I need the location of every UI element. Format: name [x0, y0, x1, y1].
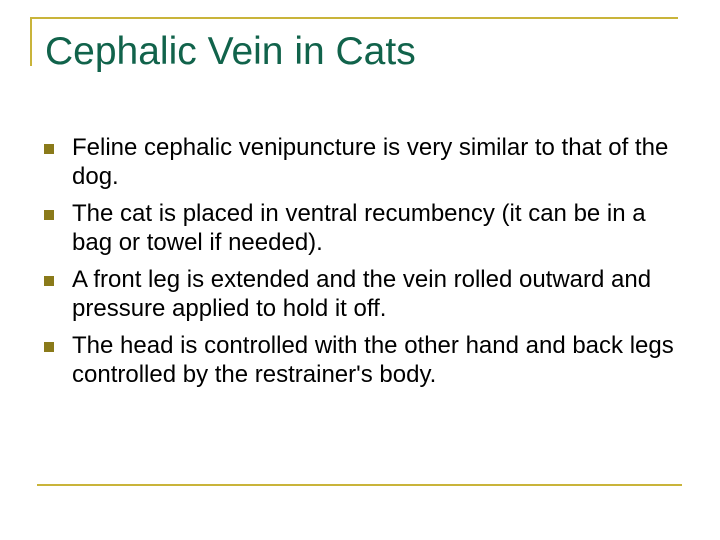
bullet-text: Feline cephalic venipuncture is very similar to that of the dog.: [72, 134, 669, 190]
frame-left-line: [30, 17, 32, 66]
bullet-list: [44, 133, 684, 397]
square-bullet-icon: [44, 144, 54, 154]
slide-title: Cephalic Vein in Cats: [45, 30, 416, 73]
frame-bottom-line: [37, 484, 682, 486]
bullet-item: [44, 199, 684, 257]
bullet-text: The head is controlled with the other hand and back legs controlled by the restrainer's body.: [72, 332, 674, 388]
bullet-text: A front leg is extended and the vein rolled outward and pressure applied to hold it off.: [72, 266, 652, 322]
bullet-text: The cat is placed in ventral recumbency (it can be in a bag or towel if needed).: [72, 200, 646, 256]
square-bullet-icon: [44, 210, 54, 220]
square-bullet-icon: [44, 342, 54, 352]
bullet-item: [44, 331, 684, 389]
bullet-item: [44, 265, 684, 323]
bullet-item: [44, 133, 684, 191]
frame-top-line: [30, 17, 678, 19]
square-bullet-icon: [44, 276, 54, 286]
